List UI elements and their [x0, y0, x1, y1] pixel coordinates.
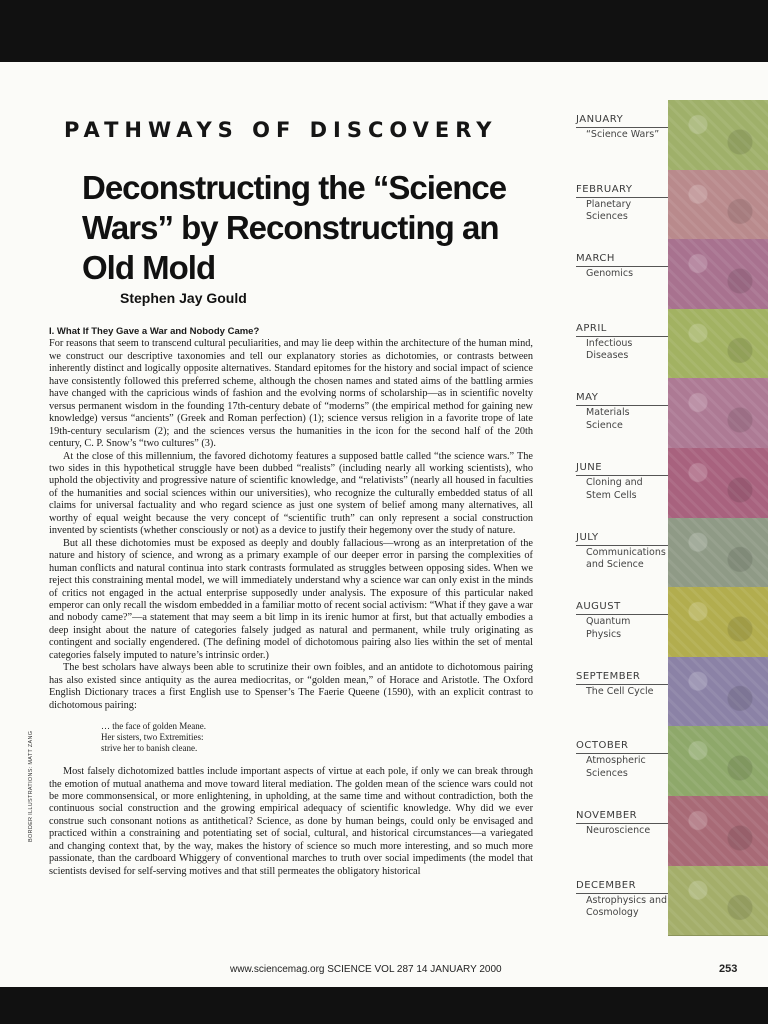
month-entry-january — [562, 100, 768, 170]
month-entry-march — [562, 239, 768, 309]
month-topic: Infectious Diseases — [586, 337, 633, 362]
month-illustration-tile — [668, 170, 768, 241]
footer-info: www.sciencemag.org SCIENCE VOL 287 14 JANUARY 2000 — [230, 964, 502, 975]
month-rule — [576, 753, 668, 754]
month-topic: Materials Science — [586, 407, 630, 431]
month-name: OCTOBER — [576, 740, 629, 752]
month-topic: Planetary Sciences — [586, 198, 632, 223]
month-topic: Quantum Physics — [586, 616, 631, 640]
month-illustration-tile — [668, 657, 768, 728]
month-illustration-tile — [668, 100, 768, 171]
month-rule — [576, 405, 668, 406]
paragraph: The best scholars have always been able to scrutinize their own foibles, and an antidote to dichotomous pairing has also existed since antiquity as the aurea mediocritas, or “golden mean,” of Horace and Aristotle. The Oxford English Dictionary traces a first English use to Spenser’s The Faerie Queene (1590), with an explicit contrast to dichotomous pairing: — [49, 662, 533, 711]
month-topic: Atmospheric Sciences — [586, 755, 646, 779]
article-title: Deconstructing the “Science Wars” by Reconstructing an Old Mold — [82, 169, 507, 286]
month-entry-october — [562, 726, 768, 796]
month-name: FEBRUARY — [576, 183, 633, 195]
month-illustration-tile — [668, 587, 768, 658]
month-name: DECEMBER — [576, 879, 637, 891]
month-entry-november — [562, 796, 768, 866]
month-rule — [576, 893, 668, 894]
month-rule — [576, 336, 668, 337]
month-topic: Astrophysics and Cosmology — [586, 894, 668, 919]
page-footer — [0, 964, 768, 978]
month-name: JANUARY — [576, 114, 624, 125]
month-entry-february — [562, 170, 768, 240]
month-rule — [576, 684, 668, 685]
month-illustration-tile — [668, 309, 768, 380]
month-rule — [576, 475, 668, 476]
month-illustration-tile — [668, 378, 768, 449]
month-entry-august — [562, 587, 768, 657]
paragraph: Most falsely dichotomized battles include important aspects of virtue at each pole, if only we can break through the emotion of mutual anathema and move toward literal mediation. The golden mean of the science wars could not be more commonsensical, or more enlightening, in upholding, at the same time and without contradiction, both the continuous social construction and the growing empirical adequacy of scientific knowledge. Why did we ever construe such consonant notions as antithetical? Science, as done by human beings, could only be envisaged and practiced within a constraining and potentiating set of social, cultural, and historical circumstances—a variegated and changing context that, by the way, makes the history of science so much more interesting, and so much more passionate, than the cardboard Whiggery of conventional marches to truth over social impediments (the model that scientists devised for self-serving motives and that still permeates the obligatory historical — [49, 766, 533, 877]
month-illustration-tile — [668, 866, 768, 937]
month-illustration-tile — [668, 448, 768, 519]
month-topic: Cloning and Stem Cells — [586, 477, 643, 501]
verse-line: … the face of golden Meane. — [101, 721, 206, 732]
month-name: APRIL — [576, 322, 607, 334]
month-name: NOVEMBER — [576, 810, 638, 821]
section-heading: I. What If They Gave a War and Nobody Came? — [49, 326, 260, 337]
month-illustration-tile — [668, 796, 768, 867]
journal-page — [0, 62, 768, 987]
month-name: JUNE — [576, 462, 603, 473]
month-name: SEPTEMBER — [576, 670, 641, 682]
month-topic: The Cell Cycle — [586, 685, 654, 697]
verse-line: Her sisters, two Extremities: — [101, 732, 204, 743]
month-entry-june — [562, 448, 768, 518]
month-rule — [576, 614, 668, 615]
month-topic: “Science Wars” — [586, 129, 660, 140]
month-entry-april — [562, 309, 768, 379]
month-sidebar — [562, 100, 768, 935]
month-topic: Genomics — [586, 268, 634, 280]
illustration-credit: BORDER ILLUSTRATIONS: MATT ZANG — [28, 730, 34, 842]
month-name: JULY — [576, 531, 599, 543]
month-rule — [576, 823, 668, 824]
author-name: Stephen Jay Gould — [120, 290, 247, 306]
month-entry-may — [562, 378, 768, 448]
month-entry-july — [562, 518, 768, 588]
month-rule — [576, 266, 668, 267]
paragraph: At the close of this millennium, the favored dichotomy features a supposed battle called “the science wars.” The two sides in this hypothetical struggle have been dubbed “realists” (including nearly all working scientists), who uphold the objectivity and progressive nature of scientific knowledge, and “relativists” (nearly all housed in faculties of the humanities and social sciences within our universities), who recognize the culturally embedded status of all claims for universal factuality and who regard science as just one system of belief among many alternatives, all worthy of equal weight because the very concept of “scientific truth” can only represent a social construction invented by scientists (whether consciously or not) as a device to justify their hegemony over the study of nature. — [49, 450, 533, 537]
verse-quote — [101, 721, 533, 754]
month-rule — [576, 545, 668, 546]
month-entry-december — [562, 866, 768, 936]
page-number: 253 — [719, 963, 738, 975]
paragraph: But all these dichotomies must be exposed as deeply and doubly fallacious—wrong as an interpretation of the nature and history of science, and wrong as a primary example of our deeper error in parsing the complexities of human conflicts and natural continua into stark contrasts formulated as struggles between opposing sides. When we reject this constraining mental model, we will immediately understand why a science war can only exist in the minds of critics not engaged in the actual enterprise supposedly under analysis. The exposure of this particular naked emperor can only recall the wisdom embedded in a familiar motto of recent social activism: “What if they gave a war and nobody came?”—a statement that may seem a bit limp in its irenic humor at first, but that actually embodies a deep insight about the nature of categories falsely judged as natural and permanent, while truly originating as contingent and socially engendered. (The defining model of dichotomous pairing also lies within the set of mental categories falsely imputed to nature’s intrinsic order.) — [49, 537, 533, 661]
month-illustration-tile — [668, 239, 768, 310]
month-illustration-tile — [668, 518, 768, 589]
month-name: MARCH — [576, 253, 615, 265]
month-topic: Communications and Science — [586, 546, 666, 571]
month-rule — [576, 197, 668, 198]
month-name: AUGUST — [576, 601, 621, 613]
month-topic: Neuroscience — [586, 825, 651, 836]
series-title: PATHWAYS OF DISCOVERY — [64, 118, 498, 142]
month-entry-september — [562, 657, 768, 727]
month-name: MAY — [576, 392, 599, 404]
paragraph: For reasons that seem to transcend cultural peculiarities, and may lie deep within the architecture of the human mind, we construct our descriptive taxonomies and tell our explanatory stories as dichotomies, or contrasts between inherently distinct and logically opposite alternatives. Standard epitomes for the history and social impact of science have consistently followed this preferred scheme, although the chosen names and stated aims of the battling armies have changed with the capricious winds of fashion and the evolving norms of scholarship—as in scientific novelty versus permanent wisdom in the founding 17th-century debate of “moderns” (the empirical method for gaining new knowledge) versus “ancients” (Greek and Roman perfection) (1); science versus religion in a favorite trope of late 19th-century secularism (2); and the sciences versus the humanities in the icon for the second half of the 20th century, C. P. Snow’s “two cultures” (3). — [49, 338, 533, 450]
month-rule — [576, 127, 668, 128]
month-illustration-tile — [668, 726, 768, 797]
article-body — [49, 326, 533, 878]
verse-line: strive her to banish cleane. — [101, 743, 198, 754]
